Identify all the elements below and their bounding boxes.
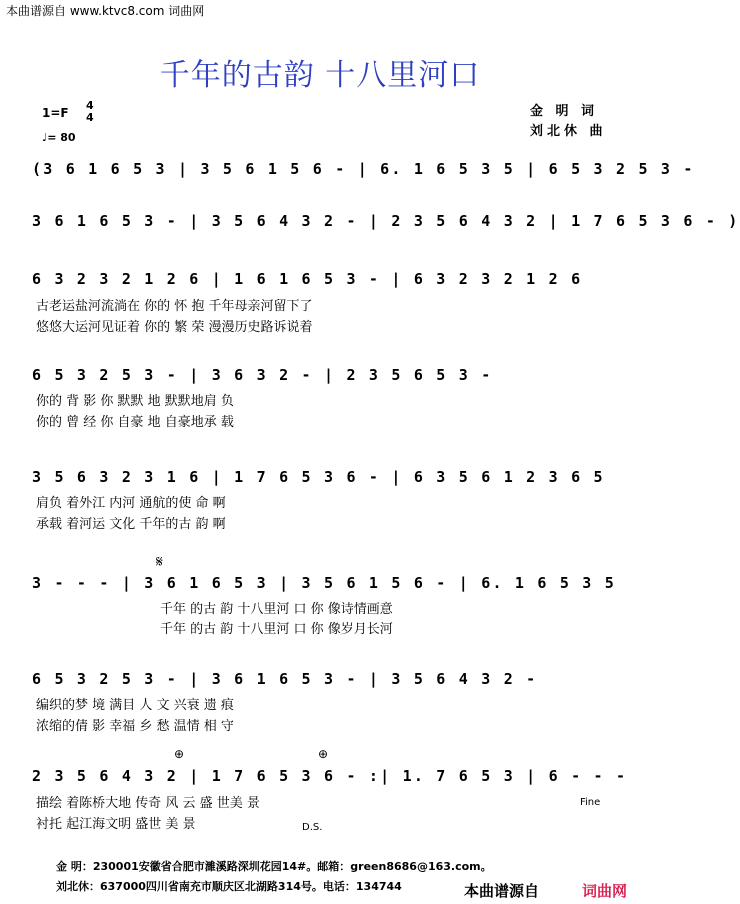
composer-credit: 刘北休 曲 <box>530 124 607 139</box>
watermark-right: 词曲网 <box>582 882 628 900</box>
coda-sign-2: ⊕ <box>318 747 329 761</box>
lyric-line-6b: 千年 的古 韵 十八里河 口 你 像岁月长河 <box>160 622 393 637</box>
score-line-2: 3 6 1 6 5 3 - | 3 5 6 4 3 2 - | 2 3 5 6 4 3 2 | 1 7 6 5 3 6 - ) <box>32 212 740 230</box>
time-bottom: 4 <box>86 111 94 124</box>
site-banner: 本曲谱源自 www.ktvc8.com 词曲网 <box>6 4 205 18</box>
score-line-7: 6 5 3 2 5 3 - | 3 6 1 6 5 3 - | 3 5 6 4 3 2 - <box>32 670 538 688</box>
time-top: 4 <box>86 99 94 112</box>
score-line-1: (3 6 1 6 5 3 | 3 5 6 1 5 6 - | 6. 1 6 5 3 5 | 6 5 3 2 5 3 - <box>32 160 695 178</box>
score-line-5: 3 5 6 3 2 3 1 6 | 1 7 6 5 3 6 - | 6 3 5 6 1 2 3 6 5 <box>32 468 605 486</box>
key-signature: 1=F <box>42 106 69 120</box>
lyric-line-7b: 浓缩的倩 影 幸福 乡 愁 温情 相 守 <box>36 719 234 734</box>
coda-sign-1: ⊕ <box>174 747 185 761</box>
lyric-line-6a: 千年 的古 韵 十八里河 口 你 像诗情画意 <box>160 602 393 617</box>
score-line-3: 6 3 2 3 2 1 2 6 | 1 6 1 6 5 3 - | 6 3 2 3 2 1 2 6 <box>32 270 583 288</box>
lyric-line-7a: 编织的梦 境 满目 人 文 兴衰 遗 痕 <box>36 698 234 713</box>
time-signature <box>86 100 94 124</box>
score-line-4: 6 5 3 2 5 3 - | 3 6 3 2 - | 2 3 5 6 5 3 - <box>32 366 493 384</box>
lyric-line-3b: 悠悠大运河见证着 你的 繁 荣 漫漫历史路诉说着 <box>36 320 313 335</box>
watermark-left: 本曲谱源自 <box>460 880 543 901</box>
lyric-line-4a: 你的 背 影 你 默默 地 默默地肩 负 <box>36 394 234 409</box>
lyricist-credit: 金 明 词 <box>530 104 599 119</box>
segno-sign: 𝄋 <box>156 552 163 571</box>
footer-composer-contact: 刘北休：637000四川省南充市顺庆区北湖路314号。电话：134744 <box>56 880 402 893</box>
lyric-line-5a: 肩负 着外江 内河 通航的使 命 啊 <box>36 496 226 511</box>
ds-marking: D.S. <box>302 822 323 833</box>
tempo-marking: ♩= 80 <box>42 131 76 144</box>
footer-lyricist-contact: 金 明：230001安徽省合肥市濉溪路深圳花园14#。邮箱：green8686@163.com。 <box>56 860 492 873</box>
fine-marking: Fine <box>580 797 601 808</box>
song-title: 千年的古韵 十八里河口 <box>159 58 481 93</box>
lyric-line-8b: 衬托 起江海文明 盛世 美 景 <box>36 817 196 832</box>
lyric-line-3a: 古老运盐河流淌在 你的 怀 抱 千年母亲河留下了 <box>36 299 313 314</box>
score-line-6: 3 - - - | 3 6 1 6 5 3 | 3 5 6 1 5 6 - | 6. 1 6 5 3 5 <box>32 574 616 592</box>
score-line-8: 2 3 5 6 4 3 2 | 1 7 6 5 3 6 - :| 1. 7 6 5 3 | 6 - - - <box>32 767 628 785</box>
lyric-line-4b: 你的 曾 经 你 自豪 地 自豪地承 载 <box>36 415 234 430</box>
lyric-line-5b: 承载 着河运 文化 千年的古 韵 啊 <box>36 517 226 532</box>
lyric-line-8a: 描绘 着陈桥大地 传奇 风 云 盛 世美 景 <box>36 796 260 811</box>
